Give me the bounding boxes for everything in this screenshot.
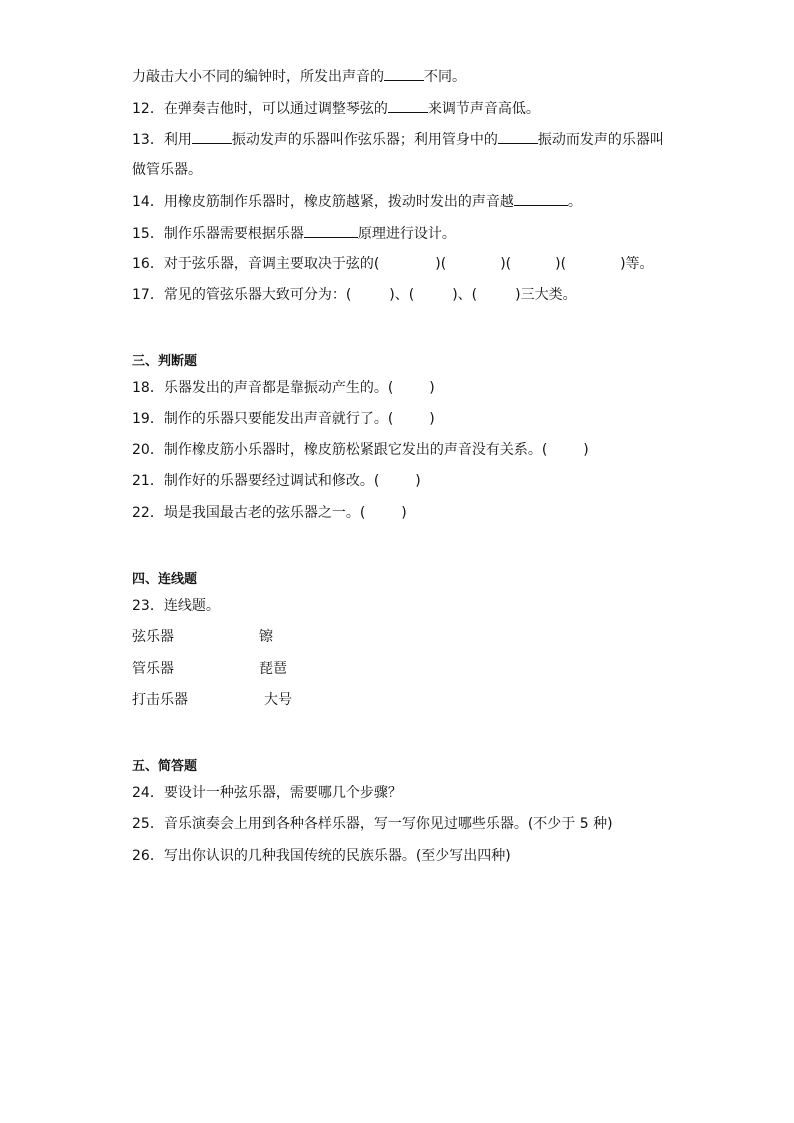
q16-sep-3: )( — [555, 256, 567, 272]
q13-blank-1[interactable] — [192, 129, 232, 144]
q16-sep-2: )( — [500, 256, 512, 272]
q12-text-after: 来调节声音高低。 — [427, 101, 540, 117]
q20-close: ) — [583, 442, 589, 458]
q15-blank[interactable] — [304, 223, 358, 238]
q11-text-before: 力敲击大小不同的编钟时，所发出声音的 — [132, 69, 384, 85]
question-11-continuation — [132, 66, 466, 86]
question-23: 23．连线题。 — [132, 598, 220, 614]
q11-text-after: 不同。 — [424, 69, 466, 85]
question-19 — [132, 409, 435, 429]
question-21 — [132, 471, 421, 491]
section-title-short-answer: 五、简答题 — [132, 759, 198, 774]
matching-left-item[interactable]: 打击乐器 — [132, 692, 188, 708]
question-12 — [132, 98, 540, 118]
question-13 — [132, 129, 664, 149]
q14-text-after: 。 — [567, 194, 582, 210]
q16-text-after: )等。 — [620, 256, 654, 272]
q16-sep-1: )( — [435, 256, 447, 272]
question-16 — [132, 254, 654, 274]
section-title-judge: 三、判断题 — [132, 354, 198, 369]
q21-text: 21．制作好的乐器要经过调试和修改。( — [132, 473, 380, 489]
question-17 — [132, 285, 577, 305]
q15-text-after: 原理进行设计。 — [357, 226, 456, 242]
q19-close: ) — [429, 411, 435, 427]
q12-text-before: 12．在弹奏吉他时，可以通过调整琴弦的 — [132, 101, 388, 117]
question-20 — [132, 440, 589, 460]
matching-right-item[interactable]: 琵琶 — [259, 661, 287, 677]
q17-text-after: )三大类。 — [515, 287, 577, 303]
matching-left-item[interactable]: 管乐器 — [132, 661, 174, 677]
question-22 — [132, 503, 407, 523]
q17-sep-1: )、( — [389, 287, 415, 303]
question-13-line2: 做管乐器。 — [132, 162, 202, 178]
q20-text: 20．制作橡皮筋小乐器时，橡皮筋松紧跟它发出的声音没有关系。( — [132, 442, 548, 458]
q22-close: ) — [401, 505, 407, 521]
q21-close: ) — [415, 473, 421, 489]
q17-text-before: 17．常见的管弦乐器大致可分为：( — [132, 287, 352, 303]
question-24: 24．要设计一种弦乐器，需要哪几个步骤？ — [132, 785, 402, 801]
q13-text-part1: 13．利用 — [132, 132, 192, 148]
q15-text-before: 15．制作乐器需要根据乐器 — [132, 226, 304, 242]
matching-right-item[interactable]: 大号 — [264, 692, 292, 708]
matching-row — [132, 627, 432, 647]
q12-blank[interactable] — [388, 98, 428, 113]
q14-blank[interactable] — [514, 191, 568, 206]
q18-text: 18．乐器发出的声音都是靠振动产生的。( — [132, 380, 394, 396]
matching-row — [132, 659, 432, 679]
matching-row — [132, 690, 432, 710]
question-14 — [132, 191, 582, 211]
q19-text: 19．制作的乐器只要能发出声音就行了。( — [132, 411, 394, 427]
q14-text-before: 14．用橡皮筋制作乐器时，橡皮筋越紧，拨动时发出的声音越 — [132, 194, 514, 210]
question-18 — [132, 378, 435, 398]
q18-close: ) — [429, 380, 435, 396]
section-title-matching: 四、连线题 — [132, 572, 198, 587]
q22-text: 22．埙是我国最古老的弦乐器之一。( — [132, 505, 366, 521]
q13-text-part2: 振动发声的乐器叫作弦乐器；利用管身中的 — [231, 132, 498, 148]
question-15 — [132, 223, 456, 243]
q16-text-before: 16．对于弦乐器，音调主要取决于弦的( — [132, 256, 380, 272]
matching-right-item[interactable]: 镲 — [259, 629, 273, 645]
q17-sep-2: )、( — [452, 287, 478, 303]
q13-text-part3: 振动而发声的乐器叫 — [537, 132, 664, 148]
question-26: 26．写出你认识的几种我国传统的民族乐器。(至少写出四种) — [132, 848, 511, 864]
q13-blank-2[interactable] — [498, 129, 538, 144]
matching-left-item[interactable]: 弦乐器 — [132, 629, 174, 645]
question-25: 25．音乐演奏会上用到各种各样乐器，写一写你见过哪些乐器。(不少于 5 种) — [132, 816, 613, 832]
q11-blank[interactable] — [384, 66, 424, 81]
